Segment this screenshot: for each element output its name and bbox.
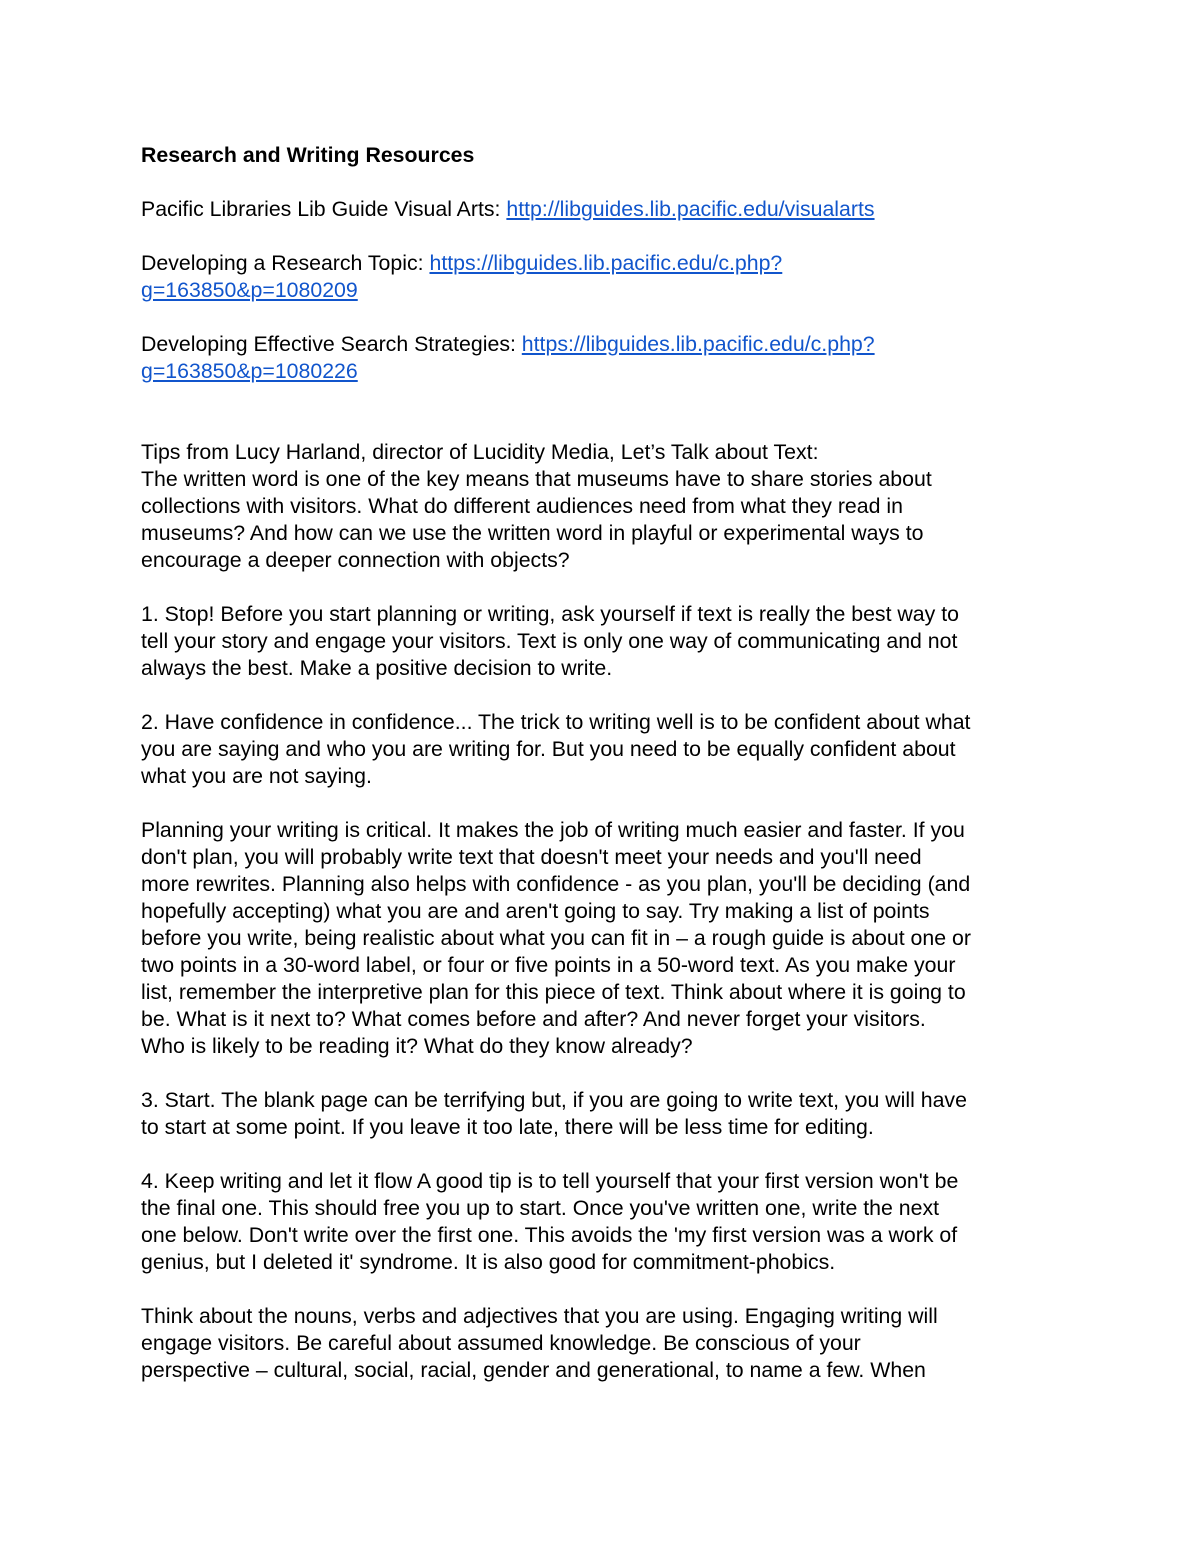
- resource-search-strategies: [141, 331, 1066, 385]
- resource-label: Developing Effective Search Strategies:: [141, 332, 522, 356]
- document-body: [141, 142, 1066, 1384]
- paragraph-line: hopefully accepting) what you are and aren't going to say. Try making a list of points: [141, 899, 930, 923]
- paragraph-line: tell your story and engage your visitors. Text is only one way of communicating and not: [141, 629, 958, 653]
- paragraph-line: 2. Have confidence in confidence... The trick to writing well is to be confident about what: [141, 710, 971, 734]
- paragraph-line: don't plan, you will probably write text that doesn't meet your needs and you'll need: [141, 845, 922, 869]
- document-title: Research and Writing Resources: [141, 143, 475, 167]
- resource-label: Developing a Research Topic:: [141, 251, 430, 275]
- paragraph-line: 4. Keep writing and let it flow A good tip is to tell yourself that your first version won't be: [141, 1169, 959, 1193]
- paragraph-line: always the best. Make a positive decision to write.: [141, 656, 613, 680]
- paragraph-line: perspective – cultural, social, racial, gender and generational, to name a few. When: [141, 1358, 926, 1382]
- paragraph-line: two points in a 30-word label, or four or five points in a 50-word text. As you make your: [141, 953, 956, 977]
- resource-link-visual-arts[interactable]: http://libguides.lib.pacific.edu/visualarts: [506, 197, 875, 221]
- paragraph-line: Think about the nouns, verbs and adjectives that you are using. Engaging writing will: [141, 1304, 938, 1328]
- paragraph-line: to start at some point. If you leave it too late, there will be less time for editing.: [141, 1115, 874, 1139]
- resource-research-topic: [141, 250, 1066, 304]
- intro-line: collections with visitors. What do different audiences need from what they read in: [141, 494, 903, 518]
- planning-paragraph: [141, 817, 1066, 1060]
- paragraph-line: before you write, being realistic about what you can fit in – a rough guide is about one or: [141, 926, 971, 950]
- paragraph-line: you are saying and who you are writing for. But you need to be equally confident about: [141, 737, 956, 761]
- paragraph-line: be. What is it next to? What comes before and after? And never forget your visitors.: [141, 1007, 926, 1031]
- tips-heading: Tips from Lucy Harland, director of Lucidity Media, Let’s Talk about Text:: [141, 440, 819, 464]
- paragraph-line: more rewrites. Planning also helps with confidence - as you plan, you'll be deciding (and: [141, 872, 971, 896]
- paragraph-line: what you are not saying.: [141, 764, 372, 788]
- tip-4-paragraph: [141, 1168, 1066, 1276]
- paragraph-line: genius, but I deleted it' syndrome. It is also good for commitment-phobics.: [141, 1250, 836, 1274]
- paragraph-line: engage visitors. Be careful about assumed knowledge. Be conscious of your: [141, 1331, 861, 1355]
- paragraph-line: 3. Start. The blank page can be terrifying but, if you are going to write text, you will have: [141, 1088, 967, 1112]
- word-choice-paragraph: [141, 1303, 1066, 1384]
- paragraph-line: Who is likely to be reading it? What do they know already?: [141, 1034, 693, 1058]
- tip-2-paragraph: [141, 709, 1066, 790]
- intro-line: museums? And how can we use the written word in playful or experimental ways to: [141, 521, 924, 545]
- resource-link-search-strategies-continued[interactable]: g=163850&p=1080226: [141, 359, 358, 383]
- paragraph-line: the final one. This should free you up to start. Once you've written one, write the next: [141, 1196, 940, 1220]
- resource-label: Pacific Libraries Lib Guide Visual Arts:: [141, 197, 507, 221]
- tip-1-paragraph: [141, 601, 1066, 682]
- intro-line: encourage a deeper connection with objects?: [141, 548, 570, 572]
- resource-link-search-strategies[interactable]: https://libguides.lib.pacific.edu/c.php?: [521, 332, 875, 356]
- resource-link-research-topic-continued[interactable]: g=163850&p=1080209: [141, 278, 358, 302]
- tip-3-paragraph: [141, 1087, 1066, 1141]
- spacer: [141, 412, 1066, 439]
- paragraph-line: one below. Don't write over the first one. This avoids the 'my first version was a work of: [141, 1223, 958, 1247]
- resource-link-research-topic[interactable]: https://libguides.lib.pacific.edu/c.php?: [429, 251, 783, 275]
- paragraph-line: Planning your writing is critical. It makes the job of writing much easier and faster. If you: [141, 818, 965, 842]
- tips-intro: [141, 439, 1066, 574]
- paragraph-line: list, remember the interpretive plan for this piece of text. Think about where it is going to: [141, 980, 966, 1004]
- intro-line: The written word is one of the key means that museums have to share stories about: [141, 467, 932, 491]
- resource-visual-arts: [141, 196, 1066, 223]
- paragraph-line: 1. Stop! Before you start planning or writing, ask yourself if text is really the best way to: [141, 602, 959, 626]
